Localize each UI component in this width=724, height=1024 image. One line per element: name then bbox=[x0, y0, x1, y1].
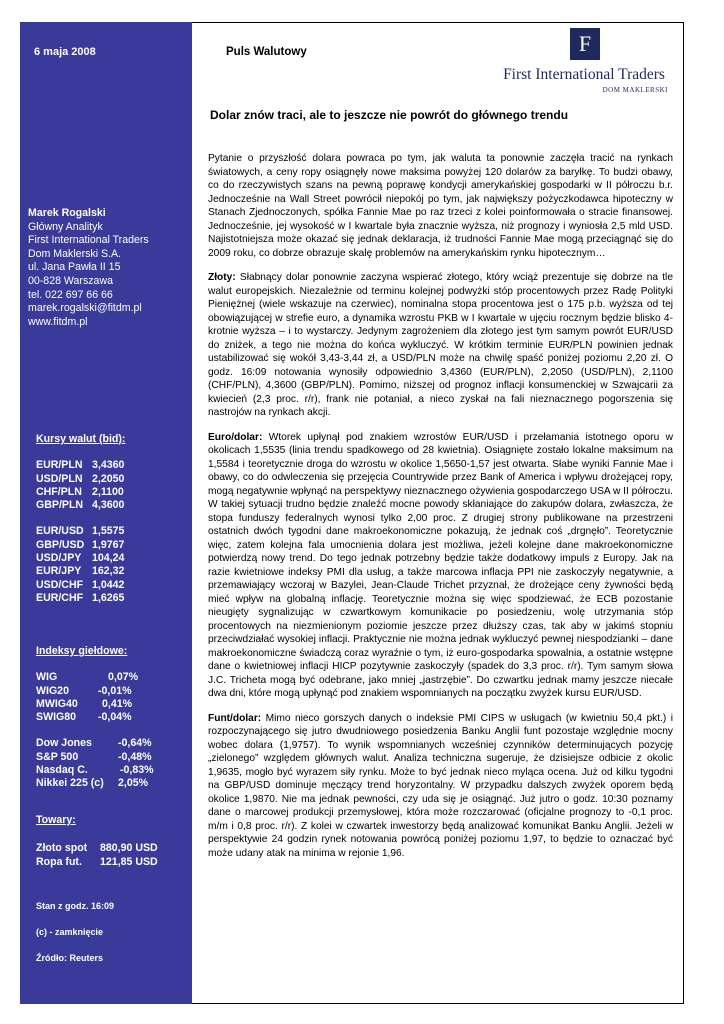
index-row bbox=[36, 685, 154, 698]
fx-label: USD/JPY bbox=[36, 552, 82, 565]
fx-value: 2,2050 bbox=[92, 472, 125, 485]
logo-letter: F bbox=[578, 31, 592, 56]
as-of-time: Stan z godz. 16:09 bbox=[36, 901, 115, 911]
paragraph-gbpusd-text: Mimo nieco gorszych danych o indeksie PMI CIPS w usługach (w kwietniu 50,4 pkt.) i rozpoczynającego się jutro dwudniowego posiedzenia Banku Anglii funt pozostaje względnie mocny wobec dolara (1,9757). To wynik wspomnianych wcześniej czynników determinujących pozycję „zielonego” względem głównych walut. Analiza techniczna sugeruje, że dzisiejsze odbicie z okolic 1,9635, mogło być wyrazem siły rynku. Może to być jednak nieco myląca ocena. Już od kilku tygodni na GBP/USD dominuje męczący trend horyzontalny. W przypadku dalszych zwyżek oporem będą okolice 1,9870. Nie ma jednak pewności, czy uda się je osiągnąć. Już jutro o godz. 10:30 poznamy dane o marcowej produkcji przemysłowej, która może rozczarować (oficjalne prognozy to -0,1 proc. m/m i 0,8 proc. r/r). Z kolei w czwartek inwestorzy będą analizować komunikat Banku Anglii. Jeżeli w perspektywie 24 godzin rynek notowania powrócą poniżej poziomu 1,97, to będzie to oznaczać być może udany atak na minima w rejonie 1,96. bbox=[208, 712, 673, 859]
fx-row bbox=[36, 592, 125, 605]
author-name: Marek Rogalski bbox=[28, 207, 106, 219]
index-value: -0,01% bbox=[98, 684, 132, 697]
fx-row bbox=[36, 552, 125, 565]
fx-row bbox=[36, 473, 125, 486]
fx-value: 162,32 bbox=[92, 565, 125, 578]
author-block bbox=[28, 207, 149, 329]
index-value: -0,48% bbox=[118, 750, 152, 763]
index-label: S&P 500 bbox=[36, 750, 79, 763]
fx-label: CHF/PLN bbox=[36, 485, 82, 498]
paragraph-eurusd-text: Wtorek upłynął pod znakiem wzrostów EUR/USD i przełamania istotnego oporu w okolicach 1,5535 (linia trendu spadkowego od 28 kwietnia). Osiągnięte zostało lokalne maksimum na 1,5584 i teoretycznie droga do wzrostu w okolice 1,5650-1,57 jest otwarta. Słabe wyniki Fannie Mae i obawy, co do odwleczenia się przejęcia Countrywide przez Bank of America i wpływu drożejącej ropy, mogą negatywnie wpłynąć na perspektywy nieznacznego ożywienia gospodarczego USA w II półroczu. W takiej sytuacji trudno będzie znaleźć mocne powody skłaniające do zakupów dolara, zwłaszcza, że stopa funduszy federalnych wynosi tylko 2,00 proc. Z drugiej strony publikowane na przestrzeni ostatnich dwóch tygodni dane makroekonomiczne pokazują, że jednak coś „drgnęło”. Teoretycznie więc, zatem kolejna fala umocnienia dolara jest możliwa, jeżeli kolejne dane makroekonomiczne potwierdzą nowy trend. Do tego jednak potrzebny będzie także dodatkowy impuls z Europy. Jak na razie kwietniowe indeksy PMI dla usług, a także marcowa inflacja PPI nie zaskoczyły negatywnie, a przemawiający wczoraj w Bazylei, Jean-Claude Trichet przyznał, że drożejące ceny żywności będą mieć wpływ na globalną inflację. Teoretycznie można się więc spodziewać, że ECB pozostanie nieugięty sygnalizując w czwartkowym komunikacie po posiedzeniu, wolę utrzymania stóp procentowych na niezmienionym poziomie jeszcze przez dłuższy czas, tak aby w jakimś stopniu przeciwdziałać wysokiej inflacji. Praktycznie nie można jednak wykluczyć pewnej niespodzianki – dane makroekonomiczne świadczą coraz wyraźnie o tym, iż euro-gospodarka spowalnia, a ostatnie wstępne dane o kwietniowej inflacji HICP pozytywnie zaskoczyły (spadek do 3,3 proc. r/r). Tym samym słowa J.C. Tricheta mogą być odebrane, jako mniej „jastrzębie”. Do czwartku jednak mamy jeszcze niecałe dwa dni, które mogą upłynąć pod znakiem wspomnianych na początku zwyżek kursu EUR/USD. bbox=[208, 431, 673, 699]
author-phone: tel. 022 697 66 66 bbox=[28, 288, 113, 301]
company-logo bbox=[498, 26, 670, 96]
fx-value: 1,5575 bbox=[92, 525, 125, 538]
fx-row bbox=[36, 486, 125, 499]
close-note: (c) - zamknięcie bbox=[36, 927, 104, 937]
article-headline: Dolar znów traci, ale to jeszcze nie powrót do głównego trendu bbox=[210, 108, 569, 122]
commodity-value: 880,90 USD bbox=[100, 842, 158, 855]
sidebar bbox=[20, 22, 192, 1004]
author-city: 00-828 Warszawa bbox=[28, 274, 113, 287]
fx-row bbox=[36, 565, 125, 578]
commodity-value: 121,85 USD bbox=[100, 855, 158, 868]
index-row bbox=[36, 764, 154, 777]
section-lead-eurusd: Euro/dolar: bbox=[208, 431, 263, 443]
index-label: Nikkei 225 (c) bbox=[36, 777, 104, 790]
paragraph-eurusd bbox=[208, 431, 673, 701]
logo-name: First International Traders bbox=[503, 66, 665, 83]
index-value: 2,05% bbox=[118, 777, 149, 790]
commodity-label: Ropa fut. bbox=[36, 855, 82, 868]
index-value: -0,04% bbox=[98, 711, 132, 724]
article-body bbox=[208, 152, 673, 871]
index-row bbox=[36, 737, 154, 750]
fx-row bbox=[36, 539, 125, 552]
index-label: SWIG80 bbox=[36, 711, 77, 724]
commodities-header: Towary: bbox=[36, 814, 76, 826]
fx-label: USD/CHF bbox=[36, 578, 84, 591]
fx-rates-header: Kursy walut (bid): bbox=[36, 433, 126, 445]
fx-label: EUR/USD bbox=[36, 525, 84, 538]
fx-value: 104,24 bbox=[92, 552, 125, 565]
fx-value: 2,1100 bbox=[92, 485, 124, 498]
index-value: 0,07% bbox=[108, 671, 139, 684]
fx-value: 3,4360 bbox=[92, 459, 125, 472]
author-email[interactable]: marek.rogalski@fitdm.pl bbox=[28, 302, 142, 315]
fx-label: EUR/JPY bbox=[36, 565, 82, 578]
commodity-row bbox=[36, 856, 158, 869]
fx-label: EUR/PLN bbox=[36, 459, 83, 472]
report-date: 6 maja 2008 bbox=[34, 46, 96, 58]
fx-label: GBP/PLN bbox=[36, 499, 84, 512]
data-source: Źródło: Reuters bbox=[36, 953, 104, 963]
fx-label: EUR/CHF bbox=[36, 591, 84, 604]
commodity-label: Złoto spot bbox=[36, 842, 88, 855]
indices-header: Indeksy giełdowe: bbox=[36, 645, 128, 657]
author-company-type: Dom Maklerski S.A. bbox=[28, 247, 122, 260]
logo-subtitle: DOM MAKLERSKI bbox=[602, 86, 668, 94]
paragraph-zloty bbox=[208, 271, 673, 420]
publication-title: Puls Walutowy bbox=[226, 46, 307, 58]
index-row bbox=[36, 698, 154, 711]
fx-row bbox=[36, 579, 125, 592]
paragraph-zloty-text: Słabnący dolar ponownie zaczyna wspierać złotego, który wciąż prezentuje się dobrze na tle walut europejskich. Niezależnie od terminu kolejnej podwyżki stóp procentowych przez Radę Polityki Pieniężnej (wiele wskazuje na czerwiec), nominalna stopa procentowa jest o 175 p.b. wyższa od tej obowiązującej w strefie euro, a dynamika wzrostu PKB w I kwartale w ujęciu rocznym będzie blisko 4-krotnie wyższa – i to wystarczy. Jedynym zagrożeniem dla złotego jest tym samym powrót EUR/USD do zniżek, a tego nie można do końca wykluczyć. W krótkim terminie EUR/PLN powinien jednak ustabilizować się wokół 3,43-3,44 zł, a USD/PLN może na chwilę spaść poniżej poziomu 2,20 zł. O godz. 16:09 notowania wynosiły odpowiednio 3,4360 (EUR/PLN), 2,2050 (USD/PLN), 2,1100 (CHF/PLN), 4,3600 (GBP/PLN). Pomimo, niższej od prognoz inflacji konsumenckiej w Szwajcarii za kwiecień (2,3 proc. r/r), frank nie potaniał, a nieco zyskał na fali nieznacznego pogorszenia się nastrojów na rynkach akcji. bbox=[208, 272, 673, 418]
paragraph-intro: Pytanie o przyszłość dolara powraca po tym, jak waluta ta ponownie zaczęła tracić na rynkach światowych, a ceny ropy osiągnęły nowe maksima powyżej 120 dolarów za baryłkę. To budzi obawy, co do rzeczywistych szans na pewną poprawę kondycji amerykańskiej gospodarki w II półroczu b.r. Jednocześnie na Wall Street powrócił niepokój po tym, jak największy pożyczkodawca hipoteczny w Stanach Zjednoczonych, spółka Fannie Mae po raz trzeci z kolei poinformowała o stracie finansowej. Jednocześnie, jej wysokość w I kwartale była znacznie wyższa, niż prognozy i wyniosła 2,5 mld USD. Najistotniejsza może okazać się jednak deklaracja, iż trudności Fannie Mae mogą przeciągnąć się do 2009 roku, co dobrze obrazuje skalę problemów na amerykańskim rynku hipotecznym… bbox=[208, 153, 673, 259]
author-street: ul. Jana Pawła II 15 bbox=[28, 261, 121, 274]
fx-row bbox=[36, 525, 125, 538]
index-value: -0,64% bbox=[118, 737, 152, 750]
section-lead-gbpusd: Funt/dolar: bbox=[208, 712, 262, 724]
fx-row bbox=[36, 459, 125, 472]
fx-rates-block bbox=[36, 433, 125, 605]
indices-block bbox=[36, 645, 154, 791]
index-value: 0,41% bbox=[102, 697, 133, 710]
fx-value: 1,6265 bbox=[92, 591, 125, 604]
fx-label: USD/PLN bbox=[36, 472, 83, 485]
logo-mark bbox=[570, 28, 600, 60]
fx-value: 4,3600 bbox=[92, 499, 125, 512]
author-role: Główny Analityk bbox=[28, 220, 103, 233]
paragraph-gbpusd bbox=[208, 712, 673, 861]
fx-label: GBP/USD bbox=[36, 538, 85, 551]
index-row bbox=[36, 671, 154, 684]
author-website[interactable]: www.fitdm.pl bbox=[28, 315, 88, 328]
index-row bbox=[36, 751, 154, 764]
fx-value: 1,9767 bbox=[92, 538, 125, 551]
section-lead-zloty: Złoty: bbox=[208, 272, 236, 283]
index-row bbox=[36, 711, 154, 724]
index-label: Nasdaq C. bbox=[36, 764, 88, 777]
index-label: MWIG40 bbox=[36, 697, 78, 710]
index-label: WIG bbox=[36, 671, 58, 684]
index-label: Dow Jones bbox=[36, 737, 92, 750]
fx-row bbox=[36, 499, 125, 512]
index-label: WIG20 bbox=[36, 684, 69, 697]
commodity-row bbox=[36, 842, 158, 855]
index-value: -0,83% bbox=[120, 764, 154, 777]
commodities-block bbox=[36, 814, 158, 869]
fx-value: 1,0442 bbox=[92, 578, 125, 591]
author-company: First International Traders bbox=[28, 234, 149, 247]
index-row bbox=[36, 777, 154, 790]
